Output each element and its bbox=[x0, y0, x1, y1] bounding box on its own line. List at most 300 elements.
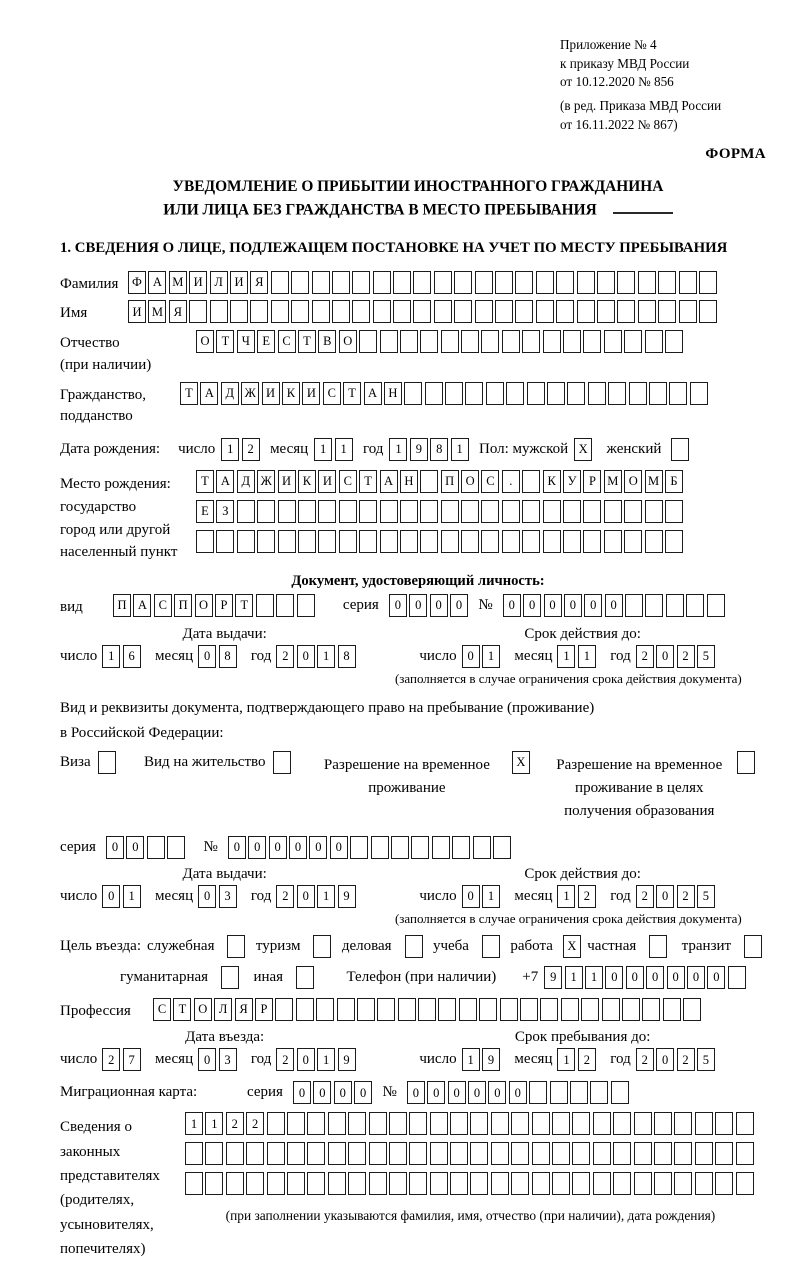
char-cell[interactable] bbox=[522, 470, 540, 493]
char-cell[interactable] bbox=[297, 594, 315, 617]
migration-card-series-input[interactable] bbox=[293, 1081, 375, 1104]
rvp-expiry-year[interactable] bbox=[636, 885, 718, 908]
char-cell[interactable] bbox=[572, 1142, 590, 1165]
char-cell[interactable] bbox=[393, 300, 411, 323]
char-cell[interactable] bbox=[638, 271, 656, 294]
char-cell[interactable] bbox=[481, 500, 499, 523]
char-cell[interactable]: 2 bbox=[636, 645, 654, 668]
char-cell[interactable] bbox=[287, 1172, 305, 1195]
char-cell[interactable]: О bbox=[339, 330, 357, 353]
char-cell[interactable] bbox=[452, 836, 470, 859]
char-cell[interactable]: Т bbox=[180, 382, 198, 405]
char-cell[interactable]: А bbox=[216, 470, 234, 493]
char-cell[interactable]: 0 bbox=[488, 1081, 506, 1104]
phone-input[interactable] bbox=[544, 966, 748, 989]
char-cell[interactable]: 0 bbox=[462, 645, 480, 668]
purpose-official-checkbox[interactable] bbox=[227, 935, 245, 958]
char-cell[interactable] bbox=[491, 1112, 509, 1135]
migration-card-number-input[interactable] bbox=[407, 1081, 631, 1104]
char-cell[interactable] bbox=[250, 300, 268, 323]
char-cell[interactable]: 1 bbox=[335, 438, 353, 461]
char-cell[interactable] bbox=[475, 300, 493, 323]
char-cell[interactable] bbox=[674, 1142, 692, 1165]
char-cell[interactable] bbox=[481, 330, 499, 353]
id-doc-kind-input[interactable] bbox=[113, 594, 317, 617]
char-cell[interactable] bbox=[393, 271, 411, 294]
rvp-issue-day[interactable] bbox=[102, 885, 143, 908]
char-cell[interactable] bbox=[312, 300, 330, 323]
char-cell[interactable] bbox=[369, 1142, 387, 1165]
char-cell[interactable] bbox=[246, 1142, 264, 1165]
char-cell[interactable] bbox=[654, 1172, 672, 1195]
char-cell[interactable]: 3 bbox=[219, 1048, 237, 1071]
char-cell[interactable]: Е bbox=[196, 500, 214, 523]
profession-input[interactable] bbox=[153, 998, 704, 1021]
char-cell[interactable] bbox=[536, 300, 554, 323]
char-cell[interactable] bbox=[389, 1172, 407, 1195]
char-cell[interactable]: 0 bbox=[462, 885, 480, 908]
char-cell[interactable] bbox=[470, 1112, 488, 1135]
char-cell[interactable] bbox=[328, 1142, 346, 1165]
char-cell[interactable]: Ж bbox=[257, 470, 275, 493]
char-cell[interactable] bbox=[404, 382, 422, 405]
char-cell[interactable] bbox=[373, 300, 391, 323]
char-cell[interactable] bbox=[602, 998, 620, 1021]
char-cell[interactable]: Д bbox=[221, 382, 239, 405]
char-cell[interactable] bbox=[543, 530, 561, 553]
char-cell[interactable] bbox=[654, 1112, 672, 1135]
char-cell[interactable] bbox=[604, 530, 622, 553]
char-cell[interactable] bbox=[278, 530, 296, 553]
char-cell[interactable] bbox=[486, 382, 504, 405]
char-cell[interactable]: О bbox=[196, 330, 214, 353]
char-cell[interactable] bbox=[318, 500, 336, 523]
char-cell[interactable]: О bbox=[624, 470, 642, 493]
char-cell[interactable] bbox=[246, 1172, 264, 1195]
passport-expiry-day[interactable] bbox=[462, 645, 503, 668]
char-cell[interactable] bbox=[328, 1172, 346, 1195]
char-cell[interactable] bbox=[502, 500, 520, 523]
char-cell[interactable] bbox=[389, 1112, 407, 1135]
char-cell[interactable] bbox=[522, 500, 540, 523]
char-cell[interactable] bbox=[267, 1112, 285, 1135]
char-cell[interactable]: 0 bbox=[354, 1081, 372, 1104]
citizenship-input[interactable] bbox=[180, 382, 710, 405]
char-cell[interactable] bbox=[147, 836, 165, 859]
char-cell[interactable]: Л bbox=[210, 271, 228, 294]
char-cell[interactable]: Д bbox=[237, 470, 255, 493]
char-cell[interactable] bbox=[210, 300, 228, 323]
char-cell[interactable] bbox=[728, 966, 746, 989]
char-cell[interactable]: И bbox=[302, 382, 320, 405]
char-cell[interactable] bbox=[522, 530, 540, 553]
char-cell[interactable]: П bbox=[441, 470, 459, 493]
rvp-issue-month[interactable] bbox=[198, 885, 239, 908]
char-cell[interactable] bbox=[536, 271, 554, 294]
char-cell[interactable]: 9 bbox=[544, 966, 562, 989]
char-cell[interactable]: Т bbox=[359, 470, 377, 493]
char-cell[interactable]: 0 bbox=[687, 966, 705, 989]
char-cell[interactable]: Б bbox=[665, 470, 683, 493]
char-cell[interactable] bbox=[543, 500, 561, 523]
char-cell[interactable]: 0 bbox=[468, 1081, 486, 1104]
entry-year[interactable] bbox=[276, 1048, 358, 1071]
purpose-humanitarian-checkbox[interactable] bbox=[221, 966, 239, 989]
char-cell[interactable] bbox=[418, 998, 436, 1021]
char-cell[interactable]: 0 bbox=[544, 594, 562, 617]
char-cell[interactable]: 0 bbox=[605, 966, 623, 989]
char-cell[interactable]: 1 bbox=[317, 1048, 335, 1071]
char-cell[interactable] bbox=[271, 271, 289, 294]
char-cell[interactable] bbox=[634, 1142, 652, 1165]
char-cell[interactable]: Я bbox=[235, 998, 253, 1021]
char-cell[interactable] bbox=[624, 500, 642, 523]
char-cell[interactable]: И bbox=[278, 470, 296, 493]
char-cell[interactable]: Ж bbox=[241, 382, 259, 405]
char-cell[interactable]: 0 bbox=[656, 645, 674, 668]
char-cell[interactable] bbox=[450, 1172, 468, 1195]
char-cell[interactable]: Л bbox=[214, 998, 232, 1021]
char-cell[interactable] bbox=[495, 271, 513, 294]
char-cell[interactable] bbox=[371, 836, 389, 859]
char-cell[interactable] bbox=[604, 500, 622, 523]
char-cell[interactable]: 1 bbox=[314, 438, 332, 461]
char-cell[interactable] bbox=[491, 1142, 509, 1165]
char-cell[interactable]: К bbox=[298, 470, 316, 493]
char-cell[interactable] bbox=[613, 1172, 631, 1195]
char-cell[interactable]: Н bbox=[384, 382, 402, 405]
sex-male-checkbox[interactable]: X bbox=[574, 438, 592, 461]
char-cell[interactable]: 1 bbox=[578, 645, 596, 668]
char-cell[interactable] bbox=[493, 836, 511, 859]
char-cell[interactable]: 2 bbox=[102, 1048, 120, 1071]
char-cell[interactable]: 1 bbox=[317, 885, 335, 908]
char-cell[interactable]: 1 bbox=[585, 966, 603, 989]
char-cell[interactable] bbox=[275, 998, 293, 1021]
char-cell[interactable] bbox=[736, 1142, 754, 1165]
char-cell[interactable]: 1 bbox=[557, 885, 575, 908]
char-cell[interactable]: 0 bbox=[656, 1048, 674, 1071]
char-cell[interactable]: 2 bbox=[578, 1048, 596, 1071]
char-cell[interactable]: 0 bbox=[389, 594, 407, 617]
char-cell[interactable] bbox=[611, 1081, 629, 1104]
passport-issue-month[interactable] bbox=[198, 645, 239, 668]
char-cell[interactable] bbox=[572, 1112, 590, 1135]
char-cell[interactable]: Р bbox=[583, 470, 601, 493]
char-cell[interactable] bbox=[699, 300, 717, 323]
char-cell[interactable]: 0 bbox=[289, 836, 307, 859]
char-cell[interactable] bbox=[380, 530, 398, 553]
char-cell[interactable] bbox=[411, 836, 429, 859]
char-cell[interactable]: И bbox=[230, 271, 248, 294]
char-cell[interactable] bbox=[532, 1112, 550, 1135]
rvp-expiry-month[interactable] bbox=[557, 885, 598, 908]
char-cell[interactable] bbox=[316, 998, 334, 1021]
char-cell[interactable]: 8 bbox=[219, 645, 237, 668]
rvp-expiry-day[interactable] bbox=[462, 885, 503, 908]
char-cell[interactable] bbox=[409, 1112, 427, 1135]
char-cell[interactable]: И bbox=[128, 300, 146, 323]
char-cell[interactable]: 0 bbox=[106, 836, 124, 859]
char-cell[interactable] bbox=[430, 1112, 448, 1135]
char-cell[interactable] bbox=[663, 998, 681, 1021]
char-cell[interactable]: У bbox=[563, 470, 581, 493]
char-cell[interactable]: Н bbox=[400, 470, 418, 493]
char-cell[interactable]: С bbox=[278, 330, 296, 353]
id-doc-series-input[interactable] bbox=[389, 594, 471, 617]
char-cell[interactable] bbox=[189, 300, 207, 323]
char-cell[interactable] bbox=[359, 330, 377, 353]
char-cell[interactable]: 2 bbox=[276, 645, 294, 668]
char-cell[interactable] bbox=[350, 836, 368, 859]
char-cell[interactable]: 2 bbox=[226, 1112, 244, 1135]
char-cell[interactable] bbox=[552, 1142, 570, 1165]
char-cell[interactable]: 0 bbox=[448, 1081, 466, 1104]
char-cell[interactable] bbox=[337, 998, 355, 1021]
char-cell[interactable] bbox=[287, 1142, 305, 1165]
rvp-series-input[interactable] bbox=[106, 836, 188, 859]
char-cell[interactable]: 0 bbox=[626, 966, 644, 989]
char-cell[interactable]: 0 bbox=[313, 1081, 331, 1104]
char-cell[interactable] bbox=[339, 500, 357, 523]
rvp-issue-year[interactable] bbox=[276, 885, 358, 908]
char-cell[interactable] bbox=[291, 271, 309, 294]
char-cell[interactable] bbox=[237, 500, 255, 523]
char-cell[interactable] bbox=[257, 530, 275, 553]
char-cell[interactable] bbox=[307, 1172, 325, 1195]
char-cell[interactable]: 1 bbox=[451, 438, 469, 461]
char-cell[interactable]: Р bbox=[215, 594, 233, 617]
char-cell[interactable]: 1 bbox=[185, 1112, 203, 1135]
char-cell[interactable]: Т bbox=[298, 330, 316, 353]
char-cell[interactable] bbox=[450, 1112, 468, 1135]
char-cell[interactable] bbox=[674, 1172, 692, 1195]
char-cell[interactable] bbox=[257, 500, 275, 523]
char-cell[interactable]: 0 bbox=[198, 885, 216, 908]
char-cell[interactable]: 2 bbox=[677, 885, 695, 908]
temp-residence-checkbox[interactable]: X bbox=[512, 751, 530, 774]
char-cell[interactable] bbox=[624, 530, 642, 553]
char-cell[interactable]: 2 bbox=[636, 885, 654, 908]
char-cell[interactable] bbox=[312, 271, 330, 294]
char-cell[interactable]: С bbox=[339, 470, 357, 493]
char-cell[interactable] bbox=[432, 836, 450, 859]
char-cell[interactable] bbox=[583, 530, 601, 553]
birth-day-input[interactable] bbox=[221, 438, 262, 461]
char-cell[interactable] bbox=[413, 300, 431, 323]
char-cell[interactable] bbox=[563, 530, 581, 553]
char-cell[interactable] bbox=[624, 330, 642, 353]
char-cell[interactable] bbox=[398, 998, 416, 1021]
char-cell[interactable] bbox=[276, 594, 294, 617]
char-cell[interactable]: З bbox=[216, 500, 234, 523]
char-cell[interactable] bbox=[629, 382, 647, 405]
birthplace-row1-input[interactable] bbox=[196, 470, 685, 493]
char-cell[interactable] bbox=[529, 1081, 547, 1104]
char-cell[interactable] bbox=[581, 998, 599, 1021]
char-cell[interactable]: К bbox=[282, 382, 300, 405]
char-cell[interactable]: 1 bbox=[482, 645, 500, 668]
temp-residence-edu-checkbox[interactable] bbox=[737, 751, 755, 774]
char-cell[interactable] bbox=[167, 836, 185, 859]
char-cell[interactable]: 0 bbox=[198, 645, 216, 668]
char-cell[interactable]: С bbox=[153, 998, 171, 1021]
char-cell[interactable]: 0 bbox=[656, 885, 674, 908]
char-cell[interactable]: 0 bbox=[584, 594, 602, 617]
purpose-transit-checkbox[interactable] bbox=[744, 935, 762, 958]
char-cell[interactable]: Ф bbox=[128, 271, 146, 294]
char-cell[interactable]: 1 bbox=[389, 438, 407, 461]
char-cell[interactable] bbox=[645, 530, 663, 553]
visa-checkbox[interactable] bbox=[98, 751, 116, 774]
purpose-tourism-checkbox[interactable] bbox=[313, 935, 331, 958]
char-cell[interactable] bbox=[475, 271, 493, 294]
representatives-row2-input[interactable] bbox=[185, 1142, 756, 1165]
char-cell[interactable] bbox=[271, 300, 289, 323]
char-cell[interactable] bbox=[328, 1112, 346, 1135]
char-cell[interactable] bbox=[658, 271, 676, 294]
char-cell[interactable] bbox=[307, 1142, 325, 1165]
char-cell[interactable]: 1 bbox=[565, 966, 583, 989]
char-cell[interactable]: 0 bbox=[297, 1048, 315, 1071]
surname-input[interactable] bbox=[128, 271, 719, 294]
char-cell[interactable]: 0 bbox=[102, 885, 120, 908]
char-cell[interactable] bbox=[532, 1142, 550, 1165]
char-cell[interactable]: Т bbox=[216, 330, 234, 353]
char-cell[interactable]: И bbox=[318, 470, 336, 493]
char-cell[interactable]: 9 bbox=[482, 1048, 500, 1071]
char-cell[interactable] bbox=[369, 1172, 387, 1195]
char-cell[interactable]: 0 bbox=[269, 836, 287, 859]
char-cell[interactable]: Т bbox=[196, 470, 214, 493]
char-cell[interactable]: 1 bbox=[557, 645, 575, 668]
char-cell[interactable]: 5 bbox=[697, 885, 715, 908]
purpose-other-checkbox[interactable] bbox=[296, 966, 314, 989]
char-cell[interactable]: 2 bbox=[246, 1112, 264, 1135]
char-cell[interactable]: О bbox=[195, 594, 213, 617]
char-cell[interactable] bbox=[230, 300, 248, 323]
char-cell[interactable] bbox=[267, 1172, 285, 1195]
char-cell[interactable]: . bbox=[502, 470, 520, 493]
char-cell[interactable]: К bbox=[543, 470, 561, 493]
char-cell[interactable]: 1 bbox=[557, 1048, 575, 1071]
char-cell[interactable]: Я bbox=[250, 271, 268, 294]
char-cell[interactable] bbox=[532, 1172, 550, 1195]
char-cell[interactable] bbox=[556, 271, 574, 294]
char-cell[interactable] bbox=[511, 1172, 529, 1195]
char-cell[interactable]: Е bbox=[257, 330, 275, 353]
char-cell[interactable] bbox=[216, 530, 234, 553]
char-cell[interactable] bbox=[380, 330, 398, 353]
birthplace-row3-input[interactable] bbox=[196, 530, 685, 553]
char-cell[interactable] bbox=[291, 300, 309, 323]
char-cell[interactable]: 0 bbox=[409, 594, 427, 617]
char-cell[interactable] bbox=[583, 500, 601, 523]
char-cell[interactable]: А bbox=[380, 470, 398, 493]
birth-month-input[interactable] bbox=[314, 438, 355, 461]
char-cell[interactable] bbox=[420, 330, 438, 353]
char-cell[interactable] bbox=[470, 1142, 488, 1165]
char-cell[interactable] bbox=[674, 1112, 692, 1135]
stay-year[interactable] bbox=[636, 1048, 718, 1071]
char-cell[interactable] bbox=[617, 300, 635, 323]
char-cell[interactable]: 0 bbox=[330, 836, 348, 859]
char-cell[interactable] bbox=[491, 1172, 509, 1195]
char-cell[interactable] bbox=[563, 500, 581, 523]
stay-day[interactable] bbox=[462, 1048, 503, 1071]
char-cell[interactable] bbox=[373, 271, 391, 294]
char-cell[interactable]: 0 bbox=[646, 966, 664, 989]
purpose-work-checkbox[interactable]: X bbox=[563, 935, 581, 958]
char-cell[interactable]: С bbox=[481, 470, 499, 493]
char-cell[interactable] bbox=[520, 998, 538, 1021]
passport-expiry-year[interactable] bbox=[636, 645, 718, 668]
char-cell[interactable] bbox=[736, 1112, 754, 1135]
char-cell[interactable] bbox=[377, 998, 395, 1021]
representatives-row3-input[interactable] bbox=[185, 1172, 756, 1195]
char-cell[interactable] bbox=[454, 271, 472, 294]
char-cell[interactable] bbox=[552, 1112, 570, 1135]
char-cell[interactable] bbox=[318, 530, 336, 553]
char-cell[interactable] bbox=[441, 330, 459, 353]
char-cell[interactable] bbox=[645, 500, 663, 523]
char-cell[interactable] bbox=[459, 998, 477, 1021]
char-cell[interactable] bbox=[256, 594, 274, 617]
char-cell[interactable] bbox=[577, 271, 595, 294]
char-cell[interactable] bbox=[359, 530, 377, 553]
char-cell[interactable] bbox=[400, 530, 418, 553]
char-cell[interactable] bbox=[413, 271, 431, 294]
sex-female-checkbox[interactable] bbox=[671, 438, 689, 461]
char-cell[interactable] bbox=[296, 998, 314, 1021]
char-cell[interactable] bbox=[495, 300, 513, 323]
char-cell[interactable] bbox=[420, 500, 438, 523]
char-cell[interactable]: А bbox=[200, 382, 218, 405]
char-cell[interactable]: 1 bbox=[205, 1112, 223, 1135]
char-cell[interactable]: 0 bbox=[334, 1081, 352, 1104]
char-cell[interactable] bbox=[563, 330, 581, 353]
char-cell[interactable] bbox=[543, 330, 561, 353]
char-cell[interactable] bbox=[430, 1142, 448, 1165]
char-cell[interactable]: 3 bbox=[219, 885, 237, 908]
char-cell[interactable]: 1 bbox=[317, 645, 335, 668]
char-cell[interactable]: П bbox=[113, 594, 131, 617]
char-cell[interactable]: 2 bbox=[276, 1048, 294, 1071]
char-cell[interactable] bbox=[298, 530, 316, 553]
char-cell[interactable]: 0 bbox=[503, 594, 521, 617]
char-cell[interactable]: 1 bbox=[482, 885, 500, 908]
char-cell[interactable]: П bbox=[174, 594, 192, 617]
char-cell[interactable]: 2 bbox=[242, 438, 260, 461]
char-cell[interactable] bbox=[547, 382, 565, 405]
char-cell[interactable] bbox=[634, 1172, 652, 1195]
char-cell[interactable]: 0 bbox=[667, 966, 685, 989]
stay-month[interactable] bbox=[557, 1048, 598, 1071]
char-cell[interactable] bbox=[556, 300, 574, 323]
char-cell[interactable]: 0 bbox=[450, 594, 468, 617]
char-cell[interactable] bbox=[400, 330, 418, 353]
char-cell[interactable] bbox=[590, 1081, 608, 1104]
char-cell[interactable] bbox=[196, 530, 214, 553]
char-cell[interactable]: 2 bbox=[636, 1048, 654, 1071]
char-cell[interactable] bbox=[205, 1142, 223, 1165]
char-cell[interactable] bbox=[665, 530, 683, 553]
char-cell[interactable] bbox=[658, 300, 676, 323]
char-cell[interactable] bbox=[695, 1112, 713, 1135]
char-cell[interactable] bbox=[450, 1142, 468, 1165]
char-cell[interactable] bbox=[613, 1142, 631, 1165]
char-cell[interactable] bbox=[597, 271, 615, 294]
